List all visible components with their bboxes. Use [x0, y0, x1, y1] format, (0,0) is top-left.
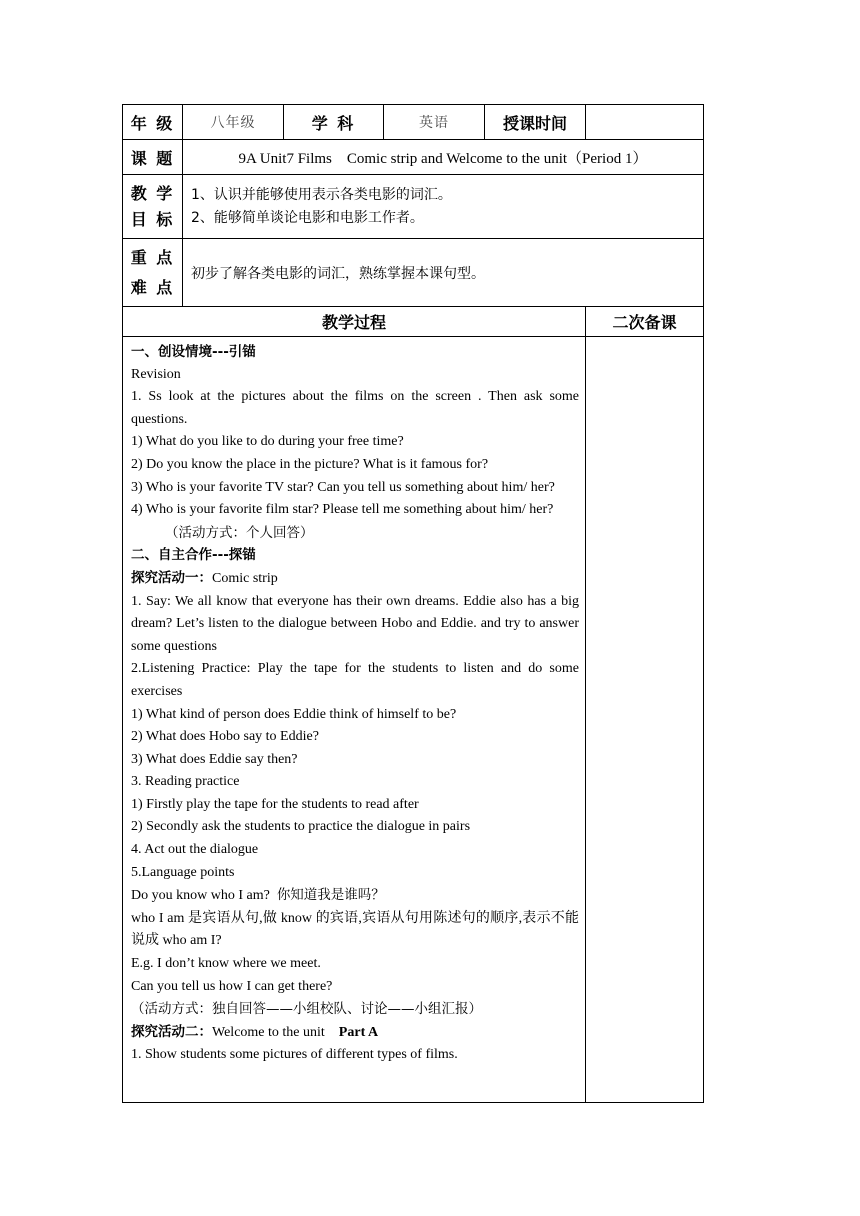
step-say: 1. Say: We all know that everyone has their own dreams. Eddie also has a big dream? Let’s listen to the dialogue between Hobo and Eddie. and try to answer some questions [131, 593, 579, 654]
grade-label: 年 级 [123, 105, 183, 140]
goals-row [123, 175, 704, 239]
key-points-label-line1: 重 点 [130, 247, 175, 267]
explore-2-label: 探究活动二： [131, 1023, 212, 1040]
activity-note-1: （活动方式：个人回答） [165, 524, 314, 541]
goal-item: 2、能够简单谈论电影和电影工作者。 [191, 209, 424, 226]
explore-2 [131, 1021, 579, 1045]
step-1: 1. Ss look at the pictures about the films on the screen . Then ask some questions. [131, 389, 579, 427]
step-act-out: 4. Act out the dialogue [131, 842, 259, 858]
process-header-row [123, 307, 704, 337]
subject-label: 学 科 [284, 105, 384, 140]
explore-1 [131, 567, 579, 591]
listening-question-2: 2) What does Hobo say to Eddie? [131, 729, 319, 745]
time-label: 授课时间 [485, 105, 586, 140]
reading-step-2: 2) Secondly ask the students to practice the dialogue in pairs [131, 819, 471, 835]
lesson-plan-table [122, 104, 704, 1103]
explore-2-part: Part A [338, 1024, 379, 1040]
explore-1-label: 探究活动一： [131, 569, 212, 586]
header-row [123, 105, 704, 140]
second-prep-cell [586, 337, 704, 1103]
language-point-1-en: Do you know who I am? [131, 888, 270, 904]
step-language-points: 5.Language points [131, 864, 235, 880]
topic-row [123, 140, 704, 175]
example-1: E.g. I don’t know where we meet. [131, 956, 321, 972]
goals-label-line2: 目 标 [130, 209, 175, 229]
welcome-step-1: 1. Show students some pictures of different types of films. [131, 1047, 458, 1063]
question-2: 2) Do you know the place in the picture? What is it famous for? [131, 456, 489, 472]
goals-list [183, 175, 704, 239]
listening-question-3: 3) What does Eddie say then? [131, 751, 298, 767]
goals-label [123, 175, 183, 239]
topic-label: 课 题 [123, 140, 183, 175]
reading-step-1: 1) Firstly play the tape for the students to read after [131, 796, 419, 812]
section-2-title: 二、自主合作---探锚 [131, 547, 256, 564]
explore-1-value: Comic strip [212, 570, 278, 586]
step-reading: 3. Reading practice [131, 774, 240, 790]
key-points-value: 初步了解各类电影的词汇，熟练掌握本课句型。 [183, 239, 704, 307]
revision-label: Revision [131, 366, 181, 382]
process-header: 教学过程 [123, 307, 586, 337]
question-3: 3) Who is your favorite TV star? Can you tell us something about him/ her? [131, 479, 555, 495]
question-1: 1) What do you like to do during your free time? [131, 434, 404, 450]
section-1-title: 一、创设情境---引锚 [131, 344, 256, 360]
listening-question-1: 1) What kind of person does Eddie think of himself to be? [131, 706, 457, 722]
topic-value: 9A Unit7 Films Comic strip and Welcome to the unit（Period 1） [183, 140, 704, 175]
step-listening: 2.Listening Practice: Play the tape for the students to listen and do some exercises [131, 661, 579, 699]
second-prep-header: 二次备课 [586, 307, 704, 337]
language-point-1-cn: 你知道我是谁吗？ [276, 887, 385, 904]
process-row [123, 337, 704, 1103]
question-4: 4) Who is your favorite film star? Please tell me something about him/ her? [131, 502, 554, 518]
key-points-label-line2: 难 点 [130, 277, 175, 297]
explore-2-value: Welcome to the unit [212, 1024, 325, 1040]
goals-label-line1: 教 学 [130, 183, 175, 203]
time-value [586, 105, 704, 140]
key-points-row [123, 239, 704, 307]
example-2: Can you tell us how I can get there? [131, 978, 333, 994]
language-point-2: who I am 是宾语从句,做 know 的宾语,宾语从句用陈述句的顺序,表示不能说成 who am I? [131, 910, 579, 949]
subject-value: 英语 [384, 105, 485, 140]
key-points-label [123, 239, 183, 307]
process-content [123, 337, 586, 1103]
goal-item: 1、认识并能够使用表示各类电影的词汇。 [191, 186, 452, 203]
language-point-1 [131, 884, 579, 908]
activity-note-2: （活动方式：独自回答——小组校队、讨论——小组汇报） [131, 1001, 482, 1018]
grade-value: 八年级 [183, 105, 284, 140]
